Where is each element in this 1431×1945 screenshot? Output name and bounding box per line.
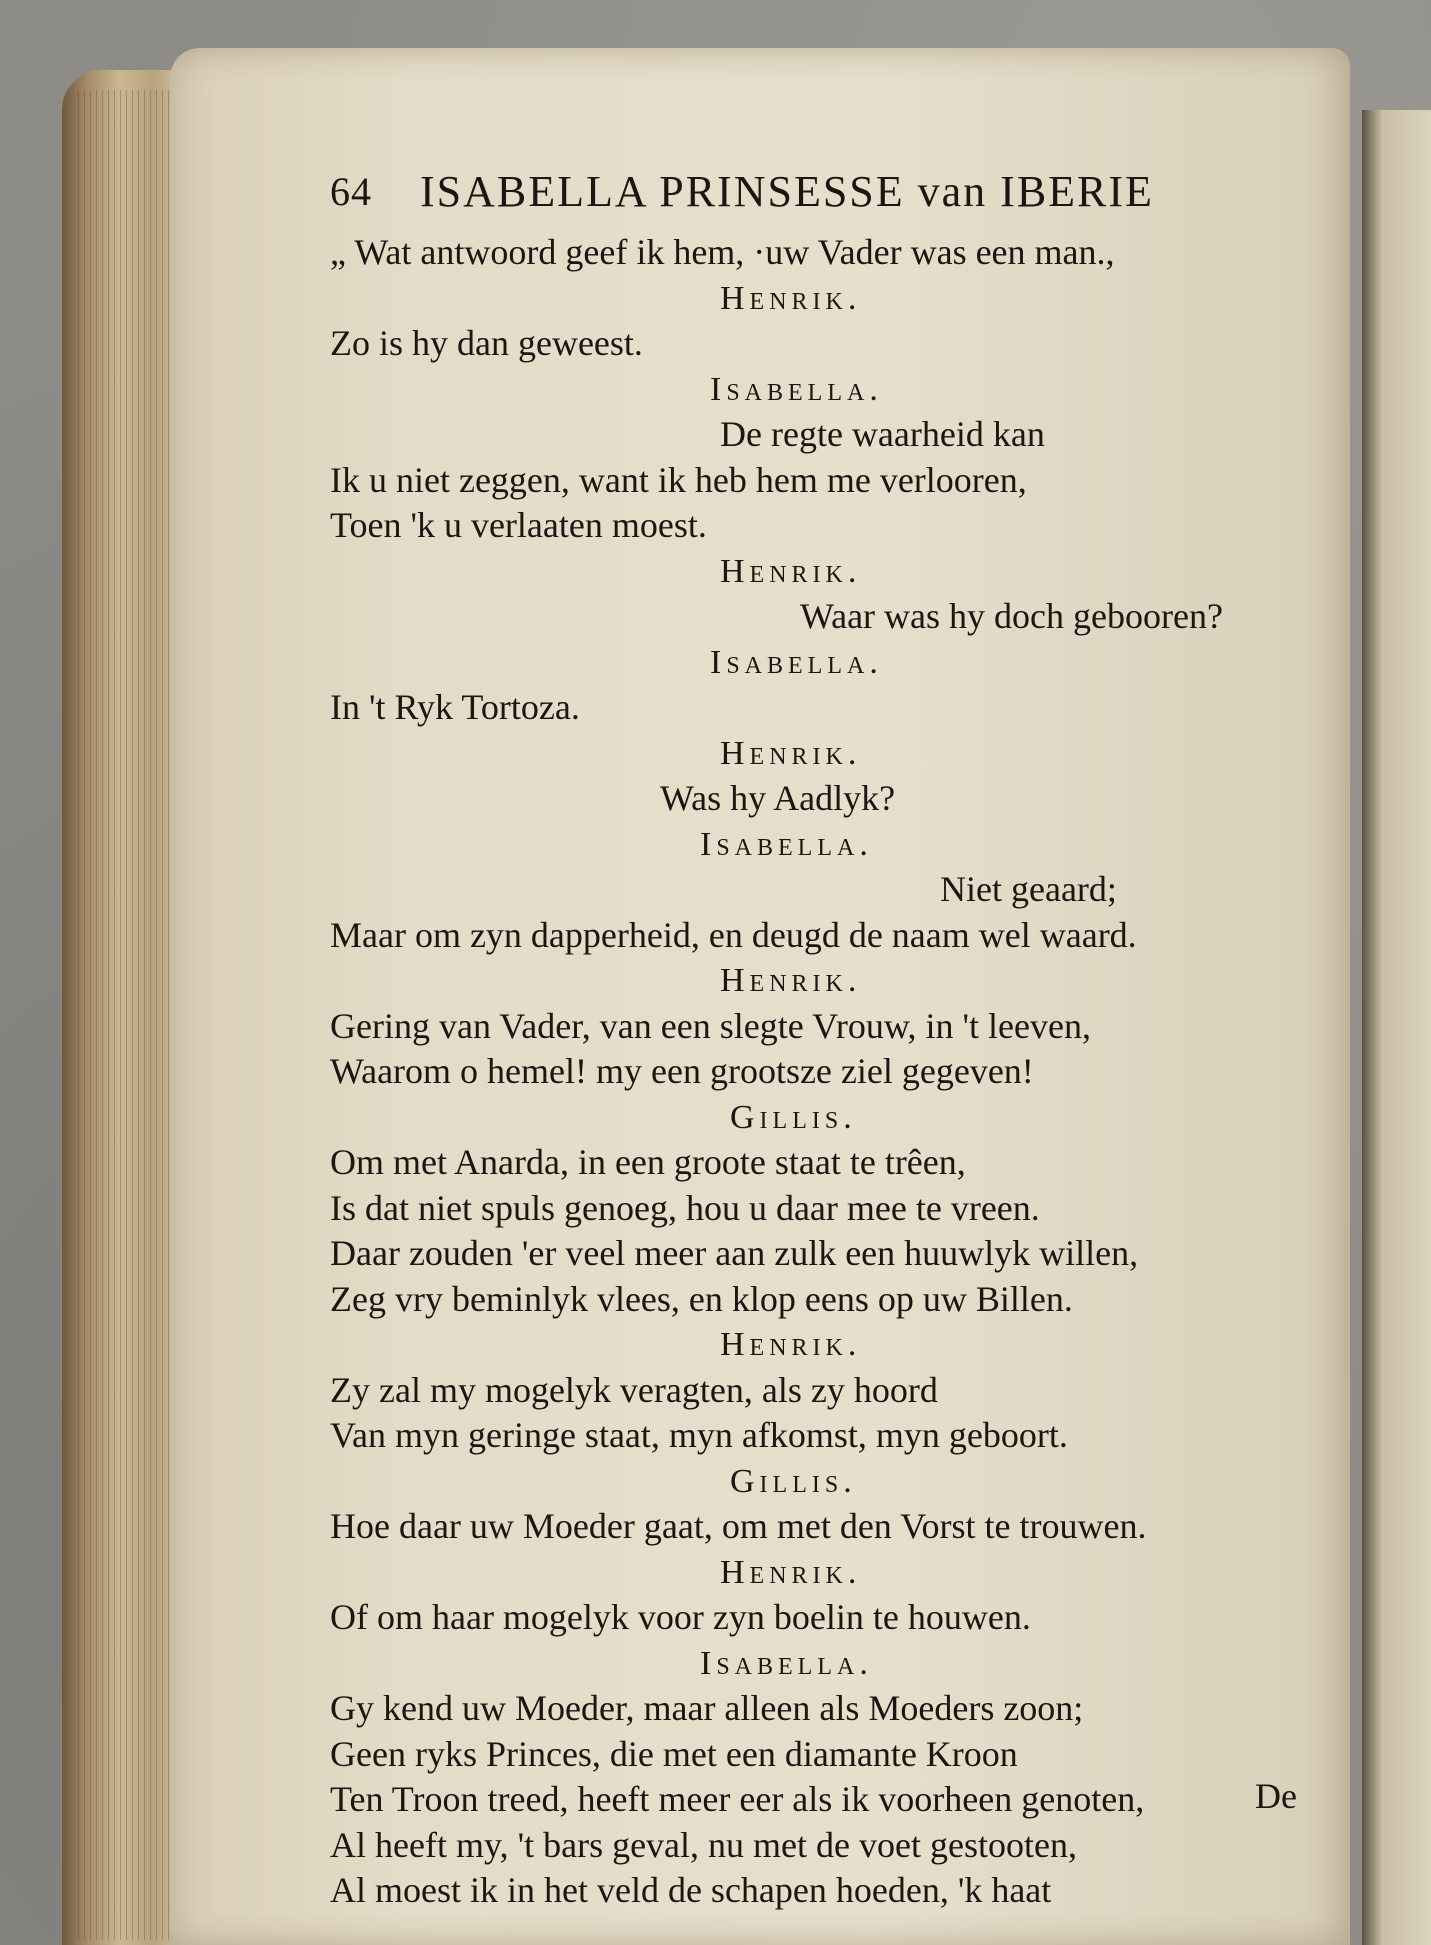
speaker-heading: Henrik. — [720, 552, 862, 590]
verse-line: Om met Anarda, in een groote staat te trêen, — [330, 1142, 966, 1182]
verse-line: „ Wat antwoord geef ik hem, ·uw Vader was een man., — [330, 232, 1115, 272]
speaker-heading: Henrik. — [720, 279, 862, 317]
speaker-heading: Henrik. — [720, 1326, 862, 1363]
speaker-heading: Henrik. — [720, 734, 862, 772]
verse-line: In 't Ryk Tortoza. — [330, 687, 580, 727]
speaker-heading: Gillis. — [730, 1462, 857, 1500]
verse-line: Gy kend uw Moeder, maar alleen als Moeders zoon; — [330, 1688, 1084, 1728]
page-header — [330, 150, 1310, 230]
catchword: De — [1255, 1776, 1297, 1816]
verse-line: Zeg vry beminlyk vlees, en klop eens op uw Billen. — [330, 1278, 1073, 1319]
verse-line: Zy zal my mogelyk veragten, als zy hoord — [330, 1369, 938, 1410]
verse-line: De regte waarheid kan — [720, 414, 1045, 454]
speaker-heading: Isabella. — [710, 370, 883, 408]
page-number: 64 — [330, 169, 372, 214]
running-title: ISABELLA PRINSESSE van IBERIE — [420, 167, 1154, 216]
verse-line: Waarom o hemel! my een grootsze ziel gegeven! — [330, 1051, 1034, 1091]
verse-line: Niet geaard; — [940, 869, 1117, 909]
verse-line: Van myn geringe staat, myn afkomst, myn geboort. — [330, 1415, 1068, 1455]
verse-line: Is dat niet spuls genoeg, hou u daar mee te vreen. — [330, 1187, 1040, 1228]
facing-page-edge — [1362, 110, 1431, 1945]
speaker-heading: Henrik. — [720, 1553, 862, 1591]
speaker-heading: Henrik. — [720, 962, 862, 999]
verse-line: Hoe daar uw Moeder gaat, om met den Vorst te trouwen. — [330, 1506, 1147, 1546]
verse-lines — [330, 230, 1310, 1914]
verse-line: Waar was hy doch gebooren? — [800, 596, 1223, 636]
speaker-heading: Gillis. — [730, 1098, 857, 1136]
verse-line: Ten Troon treed, heeft meer eer als ik voorheen genoten, — [330, 1779, 1145, 1819]
page-text-block — [330, 150, 1310, 1914]
speaker-heading: Isabella. — [700, 825, 873, 863]
verse-line: Daar zouden 'er veel meer aan zulk een huuwlyk willen, — [330, 1233, 1139, 1273]
speaker-heading: Isabella. — [700, 1644, 873, 1682]
verse-line: Was hy Aadlyk? — [660, 778, 896, 818]
verse-line: Toen 'k u verlaaten moest. — [330, 505, 707, 545]
verse-line: Maar om zyn dapperheid, en deugd de naam wel waard. — [330, 914, 1137, 955]
speaker-heading: Isabella. — [710, 643, 883, 681]
verse-line: Al moest ik in het veld de schapen hoeden, 'k haat — [330, 1870, 1052, 1910]
verse-line: Geen ryks Princes, die met een diamante Kroon — [330, 1733, 1018, 1774]
verse-line: Of om haar mogelyk voor zyn boelin te houwen. — [330, 1597, 1031, 1637]
verse-line: Al heeft my, 't bars geval, nu met de voet gestooten, — [330, 1824, 1077, 1865]
page-edge-lines — [78, 90, 178, 1940]
verse-line: Gering van Vader, van een slegte Vrouw, in 't leeven, — [330, 1005, 1091, 1046]
verse-line: Ik u niet zeggen, want ik heb hem me verlooren, — [330, 459, 1027, 500]
verse-line: Zo is hy dan geweest. — [330, 323, 643, 363]
